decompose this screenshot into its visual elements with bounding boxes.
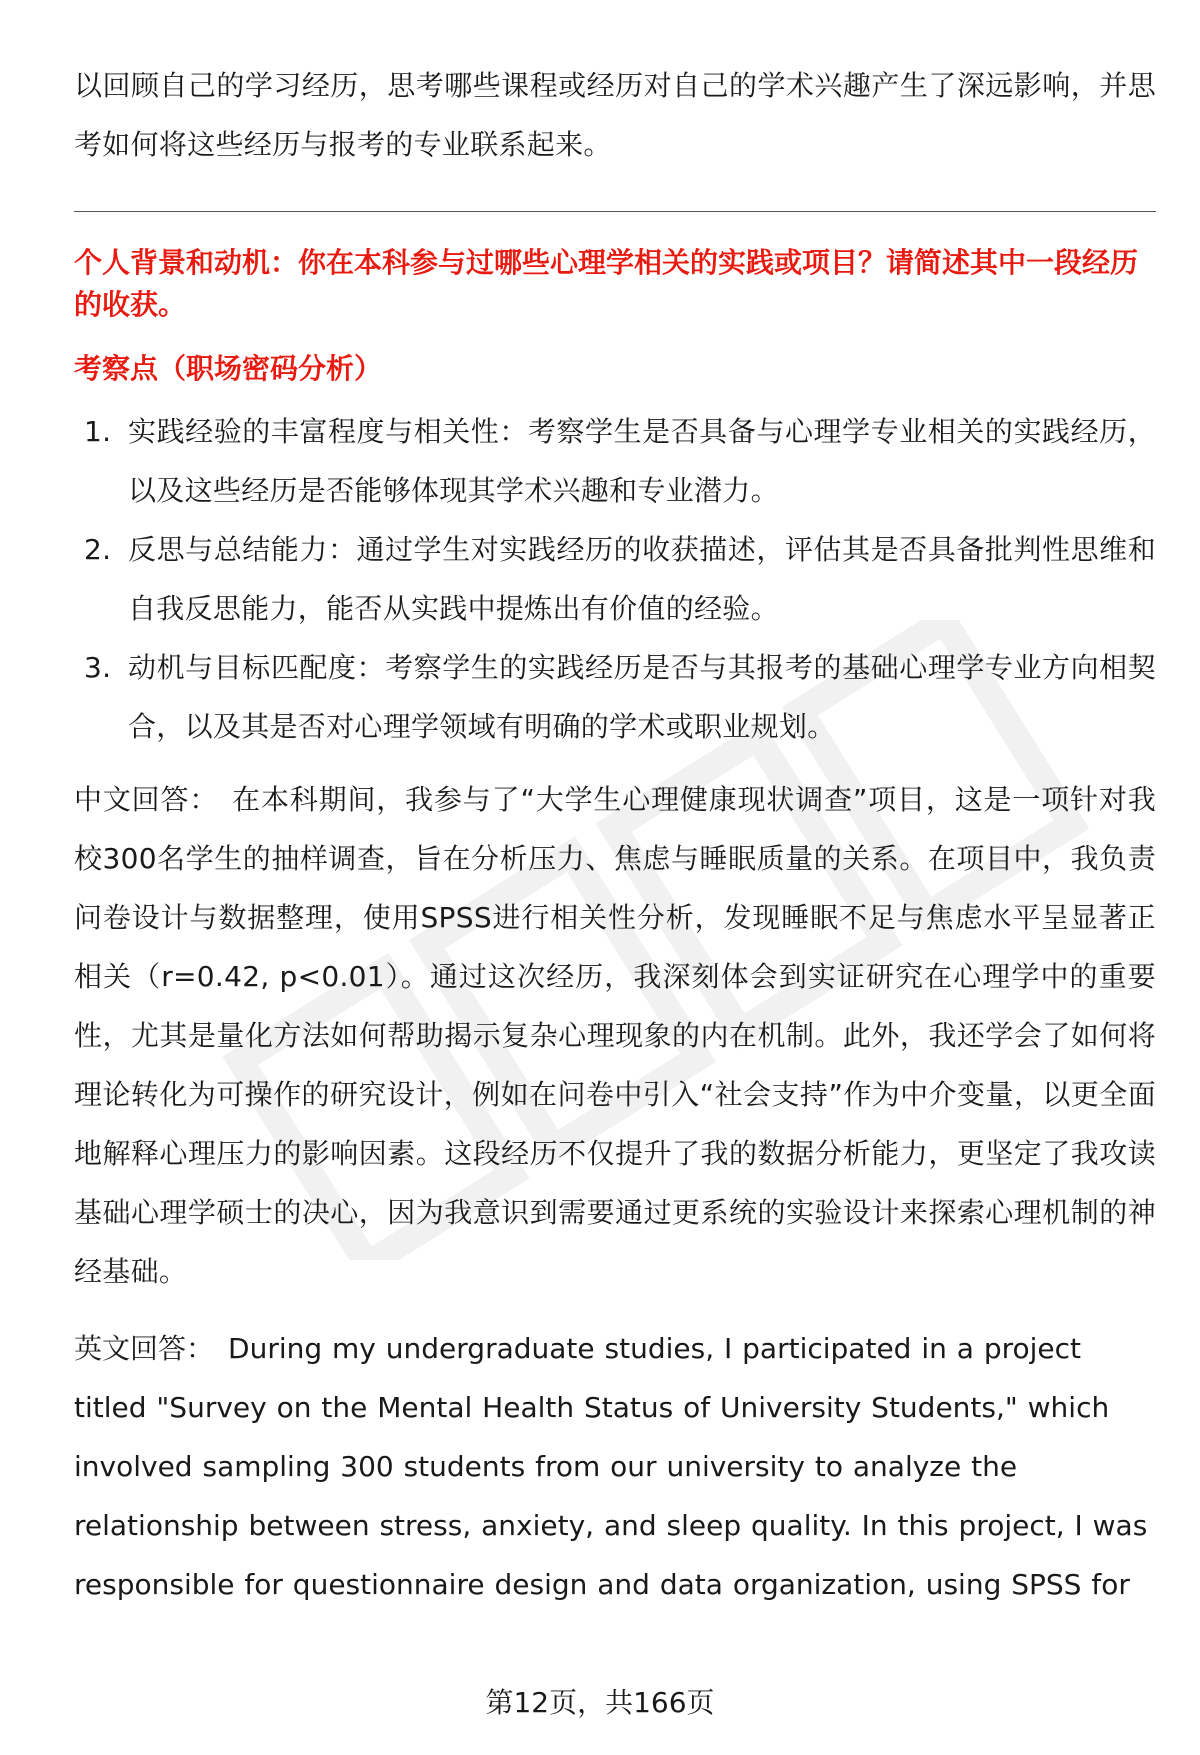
- assessment-heading: 考察点（职场密码分析）: [74, 352, 383, 385]
- list-item-text: 实践经验的丰富程度与相关性：考察学生是否具备与心理学专业相关的实践经历，以及这些经历是否能够体现其学术兴趣和专业潜力。: [128, 415, 1156, 507]
- list-item-number: 2.: [84, 533, 112, 566]
- list-item-text: 动机与目标匹配度：考察学生的实践经历是否与其报考的基础心理学专业方向相契合，以及其是否对心理学领域有明确的学术或职业规划。: [128, 651, 1156, 743]
- list-item: [74, 520, 1156, 638]
- interview-question: 个人背景和动机：你在本科参与过哪些心理学相关的实践或项目？请简述其中一段经历的收获。: [74, 246, 1139, 321]
- section-divider: [74, 211, 1156, 212]
- list-item-number: 3.: [84, 651, 112, 684]
- page-number-footer: 第12页，共166页: [485, 1686, 715, 1719]
- english-answer: [74, 1319, 1156, 1614]
- assessment-list: [74, 402, 1156, 756]
- chinese-answer-label: 中文回答：: [74, 783, 219, 816]
- chinese-answer-text: 在本科期间，我参与了“大学生心理健康现状调查”项目，这是一项针对我校300名学生的抽样调查，旨在分析压力、焦虑与睡眠质量的关系。在项目中，我负责问卷设计与数据整理，使用SPSS进行相关性分析，发现睡眠不足与焦虑水平呈显著正相关（r=0.42, p<0.01）。通过这次经历，我深刻体会到实证研究在心理学中的重要性，尤其是量化方法如何帮助揭示复杂心理现象的内在机制。此外，我还学会了如何将理论转化为可操作的研究设计，例如在问卷中引入“社会支持”作为中介变量，以更全面地解释心理压力的影响因素。这段经历不仅提升了我的数据分析能力，更坚定了我攻读基础心理学硕士的决心，因为我意识到需要通过更系统的实验设计来探索心理机制的神经基础。: [74, 783, 1156, 1288]
- list-item: [74, 402, 1156, 520]
- english-answer-label: 英文回答：: [74, 1332, 215, 1365]
- chinese-answer: [74, 770, 1156, 1301]
- document-page: [74, 56, 1156, 1614]
- english-answer-text: During my undergraduate studies, I participated in a project titled "Survey on the Mental Health Status of University Students," which involved sampling 300 students from our university to analyze the relationship between stress, anxiety, and sleep quality. In this project, I was responsible for questionnaire design and data organization, using SPSS for: [74, 1332, 1148, 1601]
- list-item-text: 反思与总结能力：通过学生对实践经历的收获描述，评估其是否具备批判性思维和自我反思能力，能否从实践中提炼出有价值的经验。: [128, 533, 1156, 625]
- list-item: [74, 638, 1156, 756]
- intro-paragraph: 以回顾自己的学习经历，思考哪些课程或经历对自己的学术兴趣产生了深远影响，并思考如何将这些经历与报考的专业联系起来。: [74, 69, 1156, 161]
- list-item-number: 1.: [84, 415, 112, 448]
